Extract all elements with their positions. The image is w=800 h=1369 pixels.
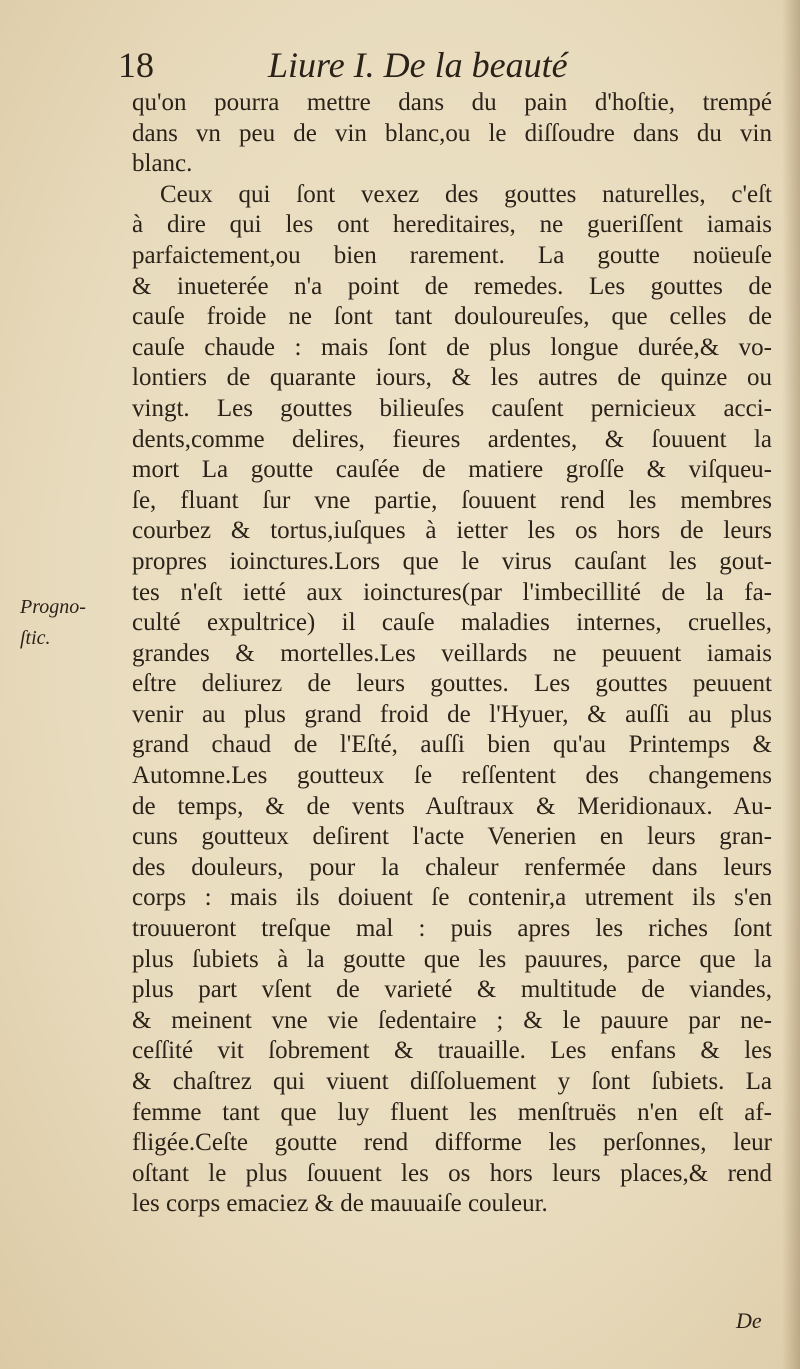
text-line: fligée.Ceſte goutte rend difforme les perſonnes, leur [132, 1129, 772, 1157]
margin-note-line: ſtic. [20, 626, 51, 649]
text-line: grandes & mortelles.Les veillards ne peuuent iamais [132, 639, 772, 667]
text-line: grand chaud de l'Eſté, auſſi bien qu'au Printemps & [132, 731, 772, 759]
page-edge-shadow [782, 0, 800, 1369]
text-line: vingt. Les gouttes bilieuſes cauſent pernicieux acci- [132, 394, 772, 422]
text-line: plus part vſent de varieté & multitude de viandes, [132, 976, 772, 1004]
text-line: mort La goutte cauſée de matiere groſſe & viſqueu- [132, 456, 772, 484]
text-line: eſtre deliurez de leurs gouttes. Les gouttes peuuent [132, 670, 772, 698]
text-line: parfaictement,ou bien rarement. La goutte noüeuſe [132, 241, 772, 269]
text-line: & chaſtrez qui viuent diſſoluement y ſont ſubiets. La [132, 1068, 772, 1095]
text-line: des douleurs, pour la chaleur renfermée dans leurs [132, 853, 772, 881]
page-number: 18 [118, 45, 154, 85]
text-line: les corps emaciez & de mauuaiſe couleur. [132, 1190, 548, 1218]
text-line: cauſe chaude : mais ſont de plus longue durée,& vo- [132, 333, 772, 361]
text-line: dans vn peu de vin blanc,ou le diſſoudre dans du vin [132, 119, 772, 147]
text-line: lontiers de quarante iours, & les autres de quinze ou [132, 364, 772, 392]
text-line: à dire qui les ont hereditaires, ne gueriſſent iamais [132, 211, 772, 239]
text-line: corps : mais ils doiuent ſe contenir,a utrement ils s'en [132, 884, 772, 912]
text-line: blanc. [132, 150, 193, 178]
text-line: & meinent vne vie ſedentaire ; & le pauure par ne- [132, 1006, 772, 1034]
text-line: oſtant le plus ſouuent les os hors leurs places,& rend [132, 1159, 772, 1187]
text-line: trouueront treſque mal : puis apres les riches ſont [132, 915, 772, 943]
text-line: Automne.Les goutteux ſe reſſentent des changemens [132, 762, 772, 790]
margin-note-line: Progno- [20, 596, 86, 618]
text-line: Ceux qui ſont vexez des gouttes naturelles, c'eſt [160, 180, 772, 208]
text-line: courbez & tortus,iuſques à ietter les os hors de leurs [132, 517, 772, 545]
margin-note [20, 592, 120, 653]
body-text [132, 88, 772, 1220]
text-line: de temps, & de vents Auſtraux & Meridionaux. Au- [132, 792, 772, 820]
text-line: venir au plus grand froid de l'Hyuer, & auſſi au plus [132, 700, 772, 728]
header-title: Liure I. De la beauté [268, 45, 568, 85]
text-line: & inueterée n'a point de remedes. Les gouttes de [132, 272, 772, 300]
catchword: De [736, 1308, 762, 1333]
text-line: tes n'eſt ietté aux ioinctures(par l'imbecillité de la fa- [132, 578, 772, 606]
text-line: femme tant que luy fluent les menſtruës n'en eſt af- [132, 1098, 772, 1126]
text-line: cauſe froide ne ſont tant douloureuſes, que celles de [132, 303, 772, 331]
text-line: qu'on pourra mettre dans du pain d'hoſtie, trempé [132, 89, 772, 116]
text-line: propres ioinctures.Lors que le virus cauſant les gout- [132, 547, 772, 575]
text-line: plus ſubiets à la goutte que les pauures, parce que la [132, 945, 772, 973]
text-line: ceſſité vit ſobrement & trauaille. Les enfans & les [132, 1037, 772, 1065]
text-line: ſe, fluant ſur vne partie, ſouuent rend les membres [132, 486, 772, 514]
text-line: culté expultrice) il cauſe maladies internes, cruelles, [132, 609, 772, 637]
text-line: cuns goutteux deſirent l'acte Venerien en leurs gran- [132, 823, 772, 851]
text-line: dents,comme delires, fieures ardentes, & ſouuent la [132, 425, 772, 453]
running-head [118, 40, 718, 90]
